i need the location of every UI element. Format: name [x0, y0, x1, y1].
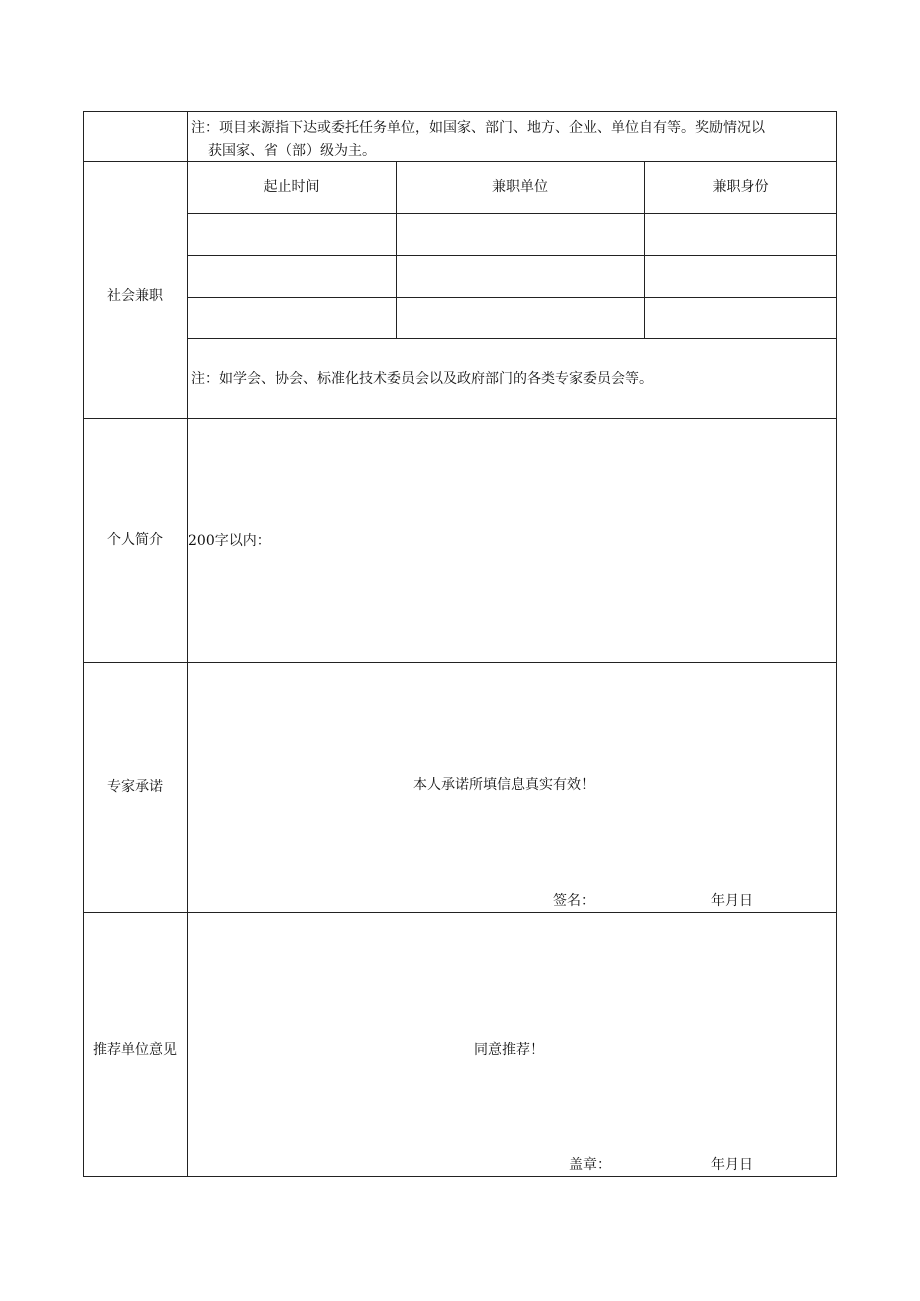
- social-row-3-period-cell[interactable]: [188, 298, 396, 338]
- table-border-bottom: [83, 1176, 837, 1177]
- social-row-1-period-cell[interactable]: [188, 214, 396, 255]
- social-positions-label: 社会兼职: [107, 288, 163, 304]
- profile-section-bottom: [83, 662, 837, 663]
- social-positions-note: 注：如学会、协会、标准化技术委员会以及政府部门的各类专家委员会等。: [191, 371, 653, 387]
- signature-label: 签名：: [553, 893, 595, 909]
- social-header-role: 兼职身份: [712, 179, 769, 195]
- expert-application-form: [83, 111, 837, 1177]
- table-border-right: [836, 111, 837, 1177]
- recommendation-label: 推荐单位意见: [93, 1042, 177, 1058]
- table-border-left: [83, 111, 84, 1177]
- social-row-1-organization-cell[interactable]: [397, 214, 644, 255]
- seal-label: 盖章：: [569, 1157, 611, 1173]
- social-header-period: 起止时间: [263, 179, 320, 195]
- profile-length-hint[interactable]: 200字以内：: [188, 533, 271, 549]
- table-border-top: [83, 111, 837, 112]
- social-row-3-organization-cell[interactable]: [397, 298, 644, 338]
- project-source-note-line2: 获国家、省（部）级为主。: [208, 143, 376, 159]
- commitment-statement: 本人承诺所填信息真实有效！: [413, 777, 595, 793]
- project-source-note-line1: 注：项目来源指下达或委托任务单位，如国家、部门、地方、企业、单位自有等。奖励情况以: [191, 120, 765, 136]
- commitment-date-label: 年月日: [711, 893, 753, 909]
- commitment-section-bottom: [83, 912, 837, 913]
- social-row-1-role-cell[interactable]: [645, 214, 836, 255]
- social-row-3-bottom: [187, 338, 837, 339]
- social-row-2-organization-cell[interactable]: [397, 256, 644, 297]
- commitment-label: 专家承诺: [107, 779, 163, 795]
- profile-label: 个人简介: [107, 532, 163, 548]
- social-section-bottom: [83, 418, 837, 419]
- table-border-note-bottom: [83, 161, 837, 162]
- social-row-3-role-cell[interactable]: [645, 298, 836, 338]
- recommendation-date-label: 年月日: [711, 1157, 753, 1173]
- social-row-2-role-cell[interactable]: [645, 256, 836, 297]
- social-row-2-period-cell[interactable]: [188, 256, 396, 297]
- recommendation-statement: 同意推荐！: [474, 1042, 544, 1058]
- social-header-organization: 兼职单位: [492, 179, 548, 195]
